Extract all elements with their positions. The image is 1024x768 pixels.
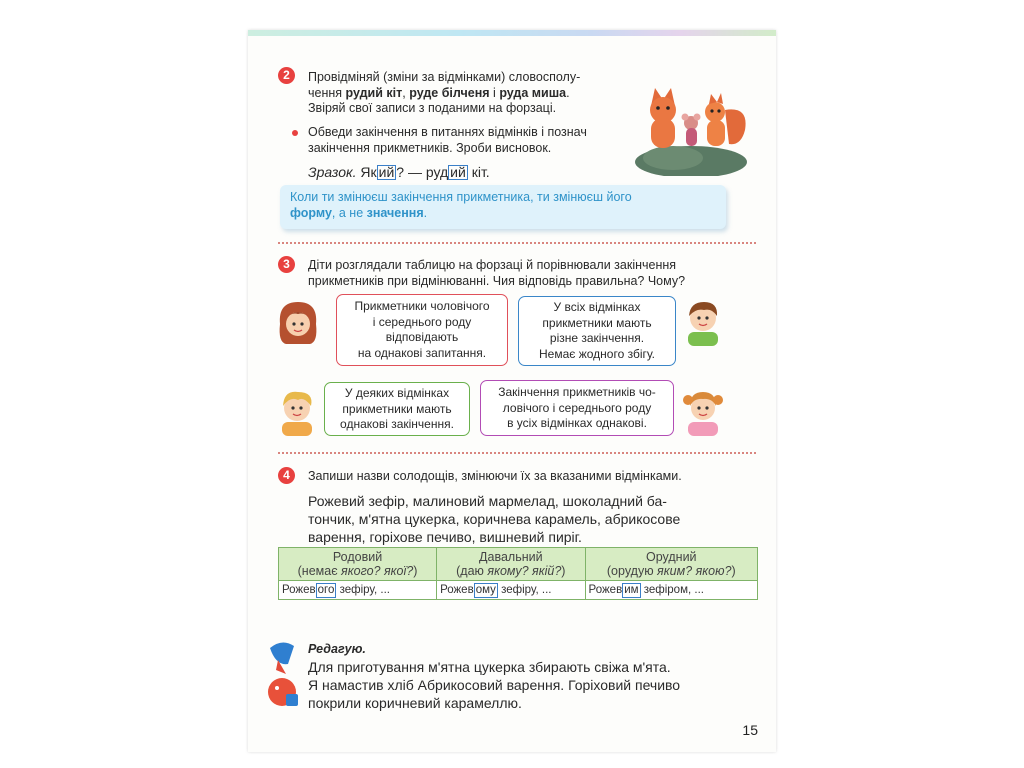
boy-avatar-icon [680, 296, 726, 346]
cases-table [278, 547, 758, 600]
edit-title: Редагую. [308, 642, 366, 656]
rule-box: Коли ти змінюєш закінчення прикметника, ти змінюєш його форму, а не значення. [280, 185, 726, 229]
table-row [279, 581, 758, 600]
task3-text: Діти розглядали таблицю на форзаці й порівнювали закінчення прикметників при відмінюванні. Чия відповідь правильна? Чому? [308, 258, 686, 288]
dotted-divider [278, 452, 756, 454]
ending-box: ого [317, 583, 335, 596]
task2-line3: Звіряй свої записи з поданими на форзаці. [308, 101, 557, 115]
top-color-stripe [248, 30, 776, 36]
header-instrumental: Орудний (орудую яким? якою?) [585, 548, 757, 581]
answer-bubble-1: Прикметники чоловічого і середнього роду відповідають на однакові запитання. [336, 294, 508, 366]
bullet-icon [292, 130, 298, 136]
task2-text [308, 70, 638, 117]
dotted-divider [278, 242, 756, 244]
task2-line2: чення рудий кіт, руде білченя і руда миша. [308, 85, 570, 100]
animals-illustration [633, 78, 753, 176]
table-header-row [279, 548, 758, 581]
task4-instruction: Запиши назви солодощів, змінюючи їх за вказаними відмінками. [308, 469, 682, 483]
ending-box: ому [475, 583, 496, 596]
pencil-birds-icon [264, 638, 302, 710]
task4-word-list: Рожевий зефір, малиновий мармелад, шоколадний ба- тончик, м'ятна цукерка, коричнева карамель, абрикосове варення, горіхове печиво, вишневий пиріг. [308, 493, 681, 545]
girl-with-bows-avatar-icon [680, 384, 726, 436]
ending-box: им [624, 583, 639, 596]
task2-line1: Провідміняй (зміни за відмінками) словосполу- [308, 70, 581, 84]
table-cell: Рожев им зефіром, ... [585, 581, 757, 600]
task-number-4: 4 [278, 467, 295, 484]
textbook-page [248, 30, 776, 752]
task-number-3: 3 [278, 256, 295, 273]
answer-bubble-2: У всіх відмінках прикметники мають різне закінчення. Немає жодного збігу. [518, 296, 676, 366]
table-cell: Рожев ого зефіру, ... [279, 581, 437, 600]
task2-subtask: Обведи закінчення в питаннях відмінків і познач закінчення прикметників. Зроби висновок. [308, 125, 587, 155]
blond-boy-avatar-icon [274, 386, 320, 436]
task2-sample: Зразок. Як ий ? — руд ий кіт. [308, 164, 490, 180]
task-number-2: 2 [278, 67, 295, 84]
girl-avatar-icon [274, 298, 322, 350]
ending-box: ий [450, 164, 466, 180]
table-cell: Рожев ому зефіру, ... [437, 581, 585, 600]
page-number: 15 [742, 722, 758, 738]
answer-bubble-3: У деяких відмінках прикметники мають однакові закінчення. [324, 382, 470, 436]
header-genitive: Родовий (немає якого? якої?) [279, 548, 437, 581]
header-dative: Давальний (даю якому? якій?) [437, 548, 585, 581]
answer-bubble-4: Закінчення прикметників чо- ловічого і середнього роду в усіх відмінках однакові. [480, 380, 674, 436]
ending-box: ий [378, 164, 395, 180]
edit-text: Для приготування м'ятна цукерка збирають свіжа м'ята. Я намастив хліб Абрикосовий варення. Горіховий печиво покрили коричневий карамеллю. [308, 659, 681, 711]
